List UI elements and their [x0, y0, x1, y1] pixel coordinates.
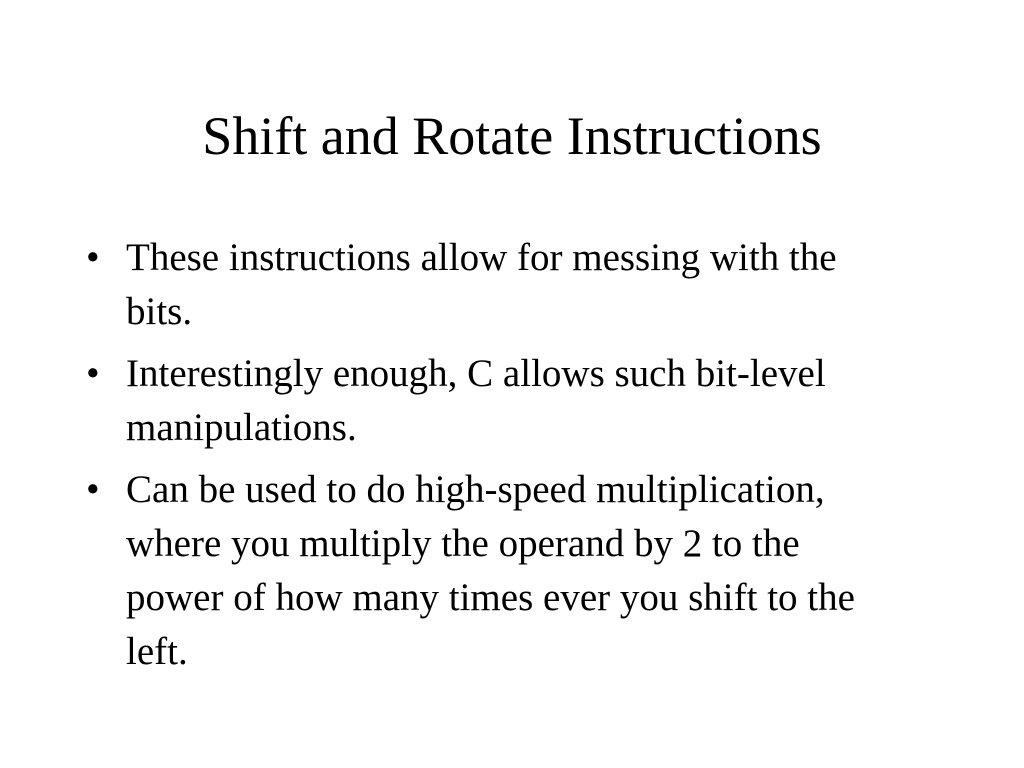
bullet-item: [86, 231, 906, 339]
bullet-item: [86, 463, 906, 679]
bullet-marker: •: [86, 468, 100, 511]
slide-title: Shift and Rotate Instructions: [202, 106, 822, 166]
bullet-text: Can be used to do high-speed multiplication, where you multiply the operand by 2 to the power of how many times ever you shift to the left.: [126, 468, 855, 673]
bullet-item: [86, 347, 906, 455]
bullet-marker: •: [86, 236, 100, 279]
bullet-text: Interestingly enough, C allows such bit-level manipulations.: [126, 352, 826, 449]
bullet-list: [86, 231, 906, 687]
bullet-marker: •: [86, 352, 100, 395]
bullet-text: These instructions allow for messing with the bits.: [126, 236, 837, 333]
